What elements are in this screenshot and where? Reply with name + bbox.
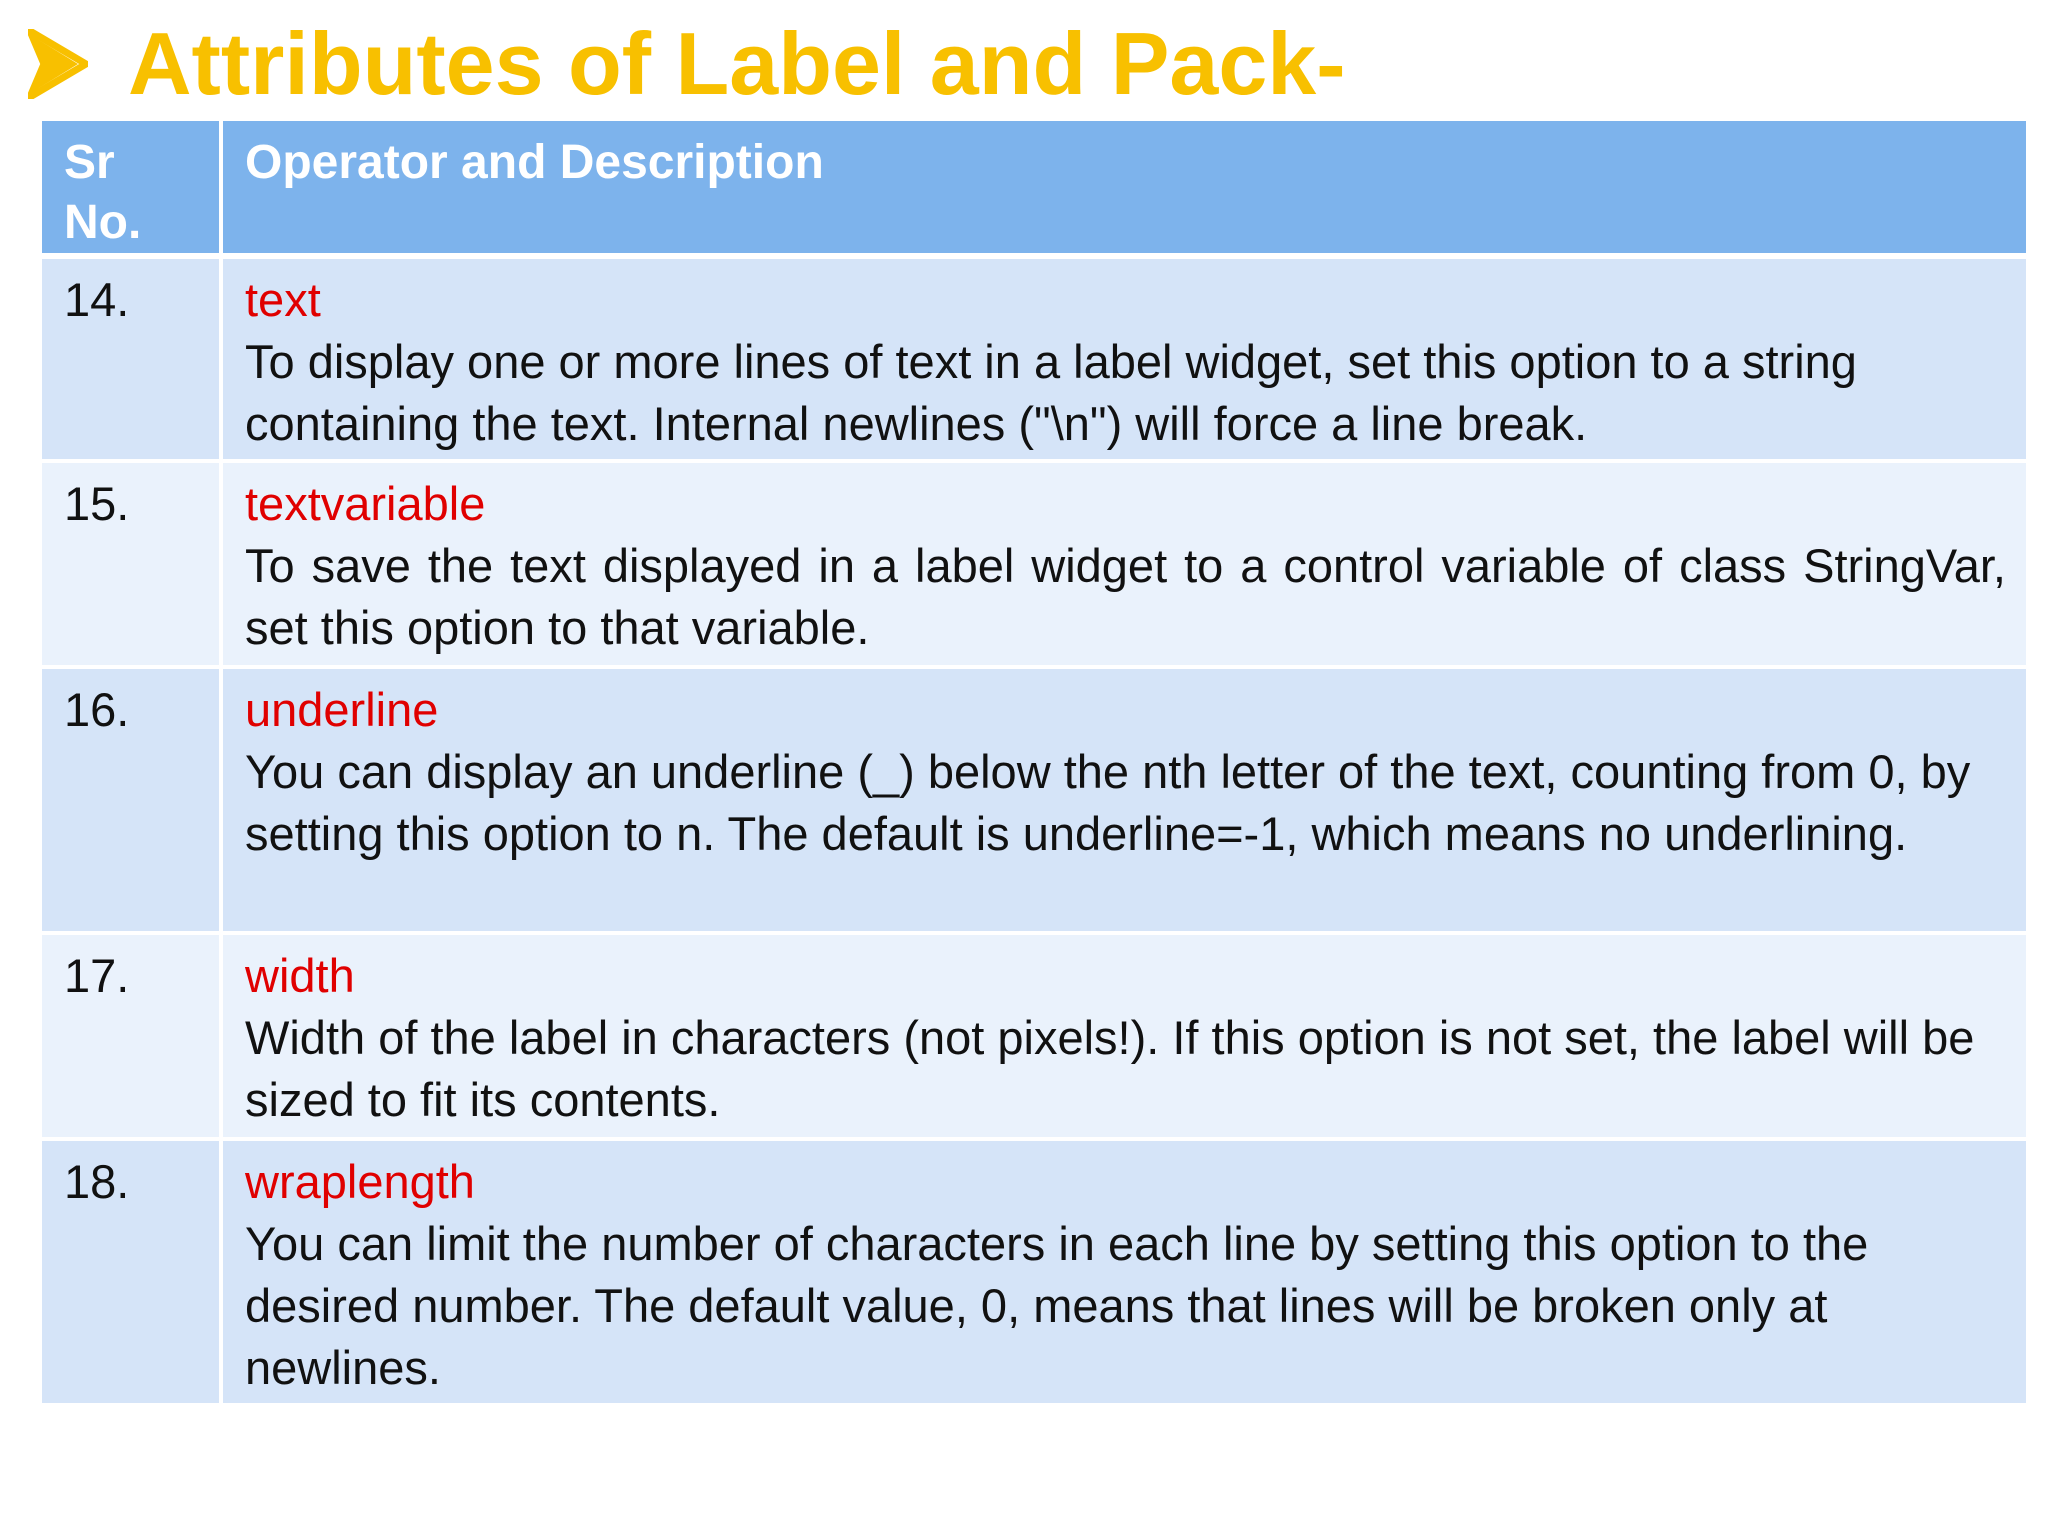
row-sr-no: 14.	[42, 259, 223, 463]
attribute-description: To display one or more lines of text in a label widget, set this option to a string containing the text. Internal newlines ("\n") will force a line break.	[245, 335, 1857, 450]
attribute-name: wraplength	[245, 1155, 475, 1208]
row-description-cell	[223, 935, 2026, 1141]
header-sr-no: Sr No.	[42, 121, 223, 259]
row-description-cell	[223, 463, 2026, 669]
attribute-description: You can display an underline (_) below the nth letter of the text, counting from 0, by setting this option to n. The default is underline=-1, which means no underlining.	[245, 745, 1971, 860]
arrow-bullet-icon	[28, 29, 88, 99]
row-description-cell	[223, 259, 2026, 463]
row-sr-no: 16.	[42, 669, 223, 935]
attribute-description: You can limit the number of characters in each line by setting this option to the desired number. The default value, 0, means that lines will be broken only at newlines.	[245, 1217, 1869, 1394]
row-description-cell	[223, 669, 2026, 935]
table-row	[42, 259, 2026, 463]
header-description: Operator and Description	[223, 121, 2026, 259]
attribute-name: text	[245, 273, 321, 326]
attribute-name: textvariable	[245, 477, 486, 530]
table-row	[42, 669, 2026, 935]
table-header-row	[42, 121, 2026, 259]
attributes-table	[42, 121, 2026, 1407]
table-row	[42, 463, 2026, 669]
attribute-description: To save the text displayed in a label widget to a control variable of class StringVar, set this option to that variable.	[245, 539, 2006, 654]
attribute-name: width	[245, 949, 355, 1002]
row-sr-no: 15.	[42, 463, 223, 669]
row-sr-no: 18.	[42, 1141, 223, 1407]
slide-title-row	[28, 14, 1346, 114]
slide-title: Attributes of Label and Pack-	[128, 14, 1346, 113]
attribute-description: Width of the label in characters (not pixels!). If this option is not set, the label will be sized to fit its contents.	[245, 1011, 1975, 1126]
table-row	[42, 935, 2026, 1141]
attribute-name: underline	[245, 683, 439, 736]
row-description-cell	[223, 1141, 2026, 1407]
table-row	[42, 1141, 2026, 1407]
row-sr-no: 17.	[42, 935, 223, 1141]
